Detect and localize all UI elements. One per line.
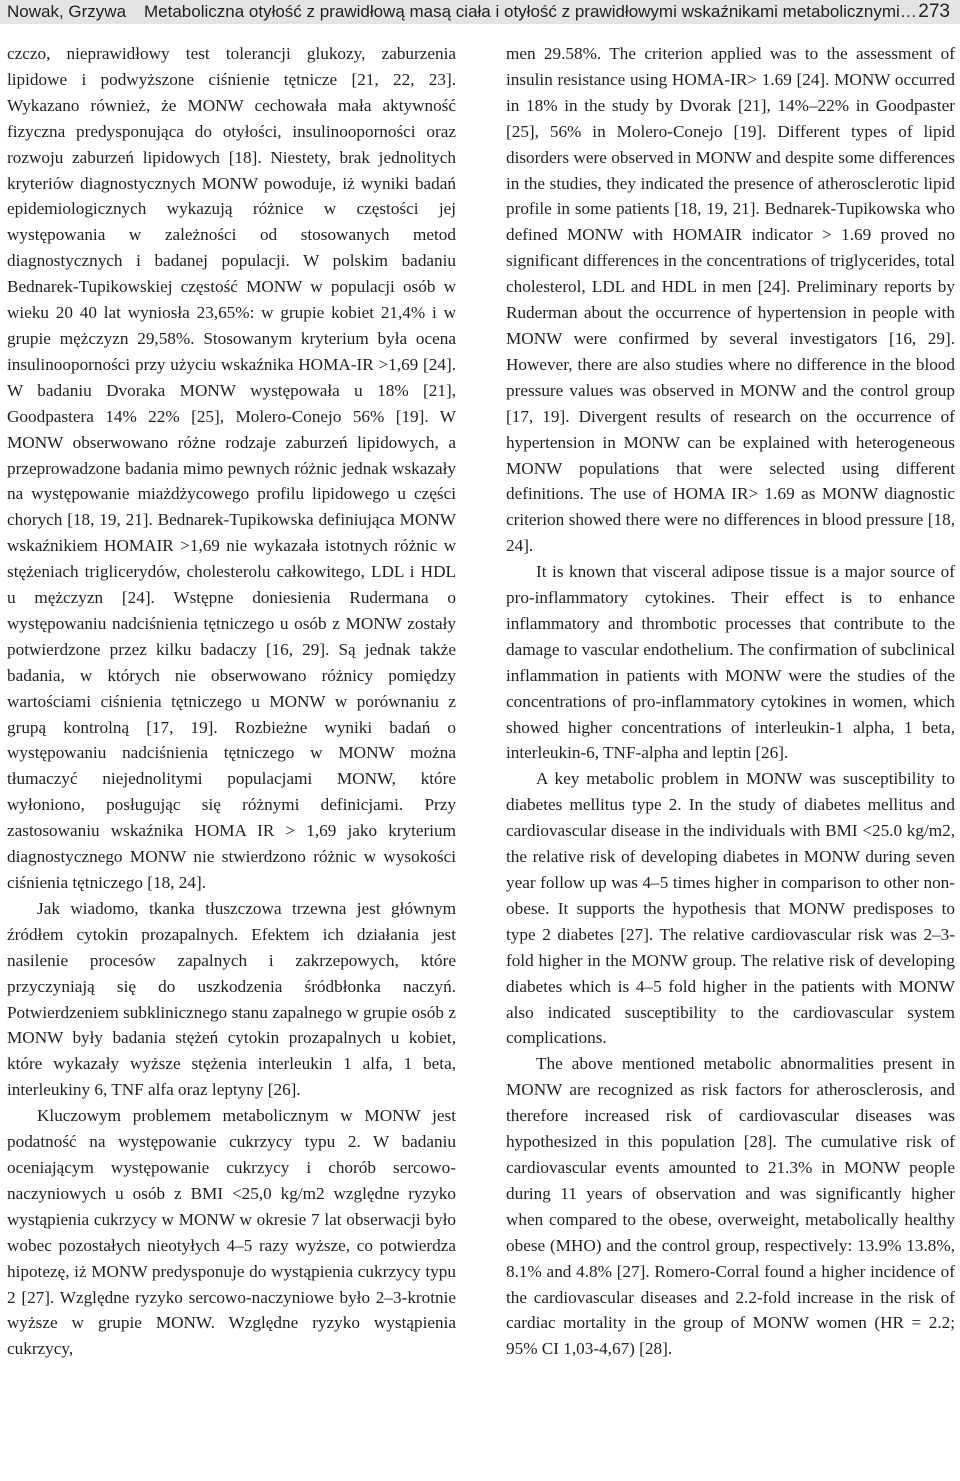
right-paragraph-2: It is known that visceral adipose tissue is a major source of pro-inflammatory cytokines. Their effect is to enhance inflammatory and thrombotic processes that contribute to the damage to vascular endothelium. The confirmation of subclinical inflammation in patients with MONW were the studies of the concentrations of pro-inflammatory cytokines in women, which showed higher concentrations of interleukin-1 alpha, 1 beta, interleukin-6, TNF-alpha and leptin [26]. [506,562,955,763]
right-paragraph-3: A key metabolic problem in MONW was susceptibility to diabetes mellitus type 2. In the study of diabetes mellitus and cardiovascular disease in the individuals with BMI <25.0 kg/m2, the relative risk of developing diabetes in MONW during seven year follow up was 4–5 times higher in comparison to other non-obese. It supports the hypothesis that MONW predisposes to type 2 diabetes [27]. The relative cardiovascular risk was 2–3-fold higher in the MONW group. The relative risk of developing diabetes which is 4–5 fold higher in the patients with MONW also indicated susceptibility to the cardiovascular system complications. [506,769,955,1048]
left-column-polish [7,41,456,1362]
left-paragraph-2: Jak wiadomo, tkanka tłuszczowa trzewna jest głównym źródłem cytokin prozapalnych. Efektem ich działania jest nasilenie procesów zapalnych i zakrzepowych, które przyczyniają się do uszkodzenia śródbłonka naczyń. Potwierdzeniem subklinicznego stanu zapalnego w grupie osób z MONW były badania stężeń cytokin prozapalnych u kobiet, które wykazały wyższe stężenia interleukin 1 alfa, 1 beta, interleukiny 6, TNF alfa oraz leptyny [26]. [7,898,456,1100]
page-number: 273 [918,1,950,22]
right-paragraph-4: The above mentioned metabolic abnormalities present in MONW are recognized as risk factors for atherosclerosis, and therefore increased risk of cardiovascular diseases was hypothesized in this population [28]. The cumulative risk of cardiovascular events amounted to 21.3% in MONW people during 11 years of observation and was significantly higher when compared to the obese, overweight, metabolically healthy obese (MHO) and the control group, respectively: 13.9% 13.8%, 8.1% and 4.8% [27]. Romero-Corral found a higher incidence of the cardiovascular diseases and 2.2-fold increase in the risk of cardiac mortality in the group of MONW women (HR = 2.2; 95% CI 1,03-4,67) [28]. [506,1054,955,1359]
right-paragraph-1: men 29.58%. The criterion applied was to the assessment of insulin resistance using HOMA-IR> 1.69 [24]. MONW occurred in 18% in the study by Dvorak [21], 14%–22% in Goodpaster [25], 56% in Molero-Conejo [19]. Different types of lipid disorders were observed in MONW and despite some differences in the studies, they indicated the presence of atherosclerotic lipid profile in some patients [18, 19, 21]. Bednarek-Tupikowska who defined MONW with HOMAIR indicator > 1.69 proved no significant differences in the concentrations of triglycerides, total cholesterol, LDL and HDL in men [24]. Preliminary reports by Ruderman about the occurrence of hypertension in people with MONW were confirmed by several investigators [16, 29]. However, there are also studies where no difference in the blood pressure values was observed in MONW and the control group [17, 19]. Divergent results of research on the occurrence of hypertension in MONW can be explained with heterogeneous MONW populations that were selected using different definitions. The use of HOMA IR> 1.69 as MONW diagnostic criterion showed there were no differences in blood pressure [18, 24]. [506,44,955,556]
header-authors: Nowak, Grzywa [7,2,127,21]
left-paragraph-3: Kluczowym problemem metabolicznym w MONW jest podatność na występowanie cukrzycy typu 2. W badaniu oceniającym występowanie cukrzycy i chorób sercowo-naczyniowych u osób z BMI <25,0 kg/m2 względne ryzyko wystąpienia cukrzycy w MONW w okresie 7 lat obserwacji było wobec pozostałych nieotyłych 4–5 razy wyższe, co potwierdza hipotezę, iż MONW predysponuje do wystąpienia cukrzycy typu 2 [27]. Względne ryzyko sercowo-naczyniowe było 2–3-krotnie wyższe w grupie MONW. Względne ryzyko wystąpienia cukrzycy, [7,1106,456,1359]
running-header [0,0,960,24]
left-paragraph-1: czczo, nieprawidłowy test tolerancji glukozy, zaburzenia lipidowe i podwyższone ciśnienie tętnicze [21, 22, 23]. Wykazano również, że MONW cechowała mała aktywność fizyczna predysponująca do otyłości, insulinooporności oraz rozwoju zaburzeń lipidowych [18]. Niestety, brak jednolitych kryteriów diagnostycznych MONW powoduje, iż wyniki badań epidemiologicznych wykazują różnice w częstości jej występowania w zależności od stosowanych metod diagnostycznych i badanej populacji. W polskim badaniu Bednarek-Tupikowskiej częstość MONW w populacji osób w wieku 20 40 lat wyniosła 23,65%: w grupie kobiet 21,4% i w grupie mężczyzn 29,58%. Stosowanym kryterium była ocena insulinooporności przy użyciu wskaźnika HOMA-IR >1,69 [24]. W badaniu Dvoraka MONW występowała u 18% [21], Goodpastera 14% 22% [25], Molero-Conejo 56% [19]. W MONW obserwowano różne rodzaje zaburzeń lipidowych, a przeprowadzone badania mimo pewnych różnic jednak wskazały na występowanie miażdżycowego profilu lipidowego u części chorych [18, 19, 21]. Bednarek-Tupikowska definiująca MONW wskaźnikiem HOMAIR >1,69 nie wykazała istotnych różnic w stężeniach triglicerydów, cholesterolu całkowitego, LDL i HDL u mężczyzn [24]. Wstępne doniesienia Rudermana o występowaniu nadciśnienia tętniczego u osób z MONW zostały potwierdzone przez kilku badaczy [16, 29]. Są jednak także badania, w których nie obserwowano różnicy pomiędzy wartościami ciśnienia tętniczego u MONW w porównaniu z grupą kontrolną [17, 19]. Rozbieżne wyniki badań o występowaniu nadciśnienia tętniczego w MONW można tłumaczyć niejednolitymi populacjami MONW, które wyłoniono, posługując się różnymi definicjami. Przy zastosowaniu wskaźnika HOMA IR > 1,69 jako kryterium diagnostycznego MONW nie stwierdzono różnic w wysokości ciśnienia tętniczego [18, 24]. [7,44,456,892]
header-title: Metaboliczna otyłość z prawidłową masą ciała i otyłość z prawidłowymi wskaźnikami metabolicznymi… [144,2,917,21]
right-column-english [506,41,955,1362]
